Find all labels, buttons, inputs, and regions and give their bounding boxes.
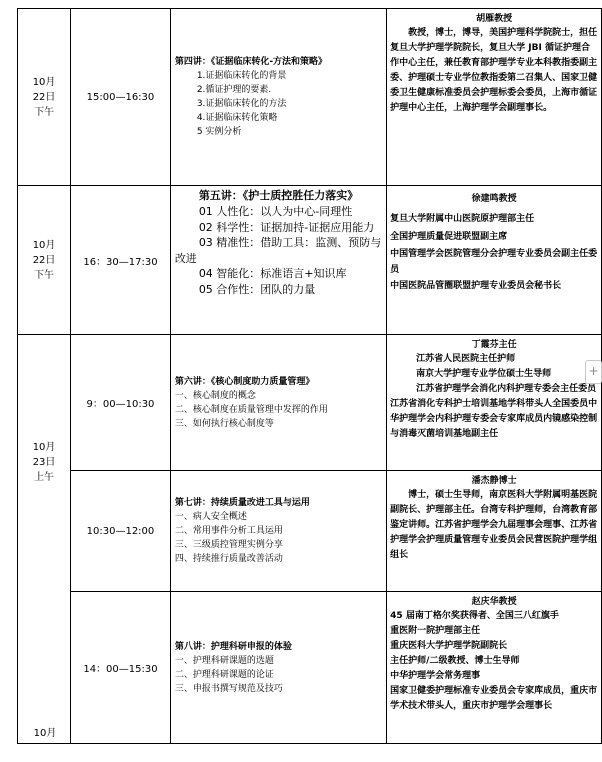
speaker-name: 胡雁教授: [476, 14, 513, 24]
list-item: 一、核心制度的概念: [174, 390, 256, 401]
speaker-name: 丁霞芬主任: [471, 340, 517, 350]
speaker-cell: [387, 471, 602, 592]
speaker-name: 潘杰静博士: [471, 476, 517, 486]
topic-cell: [170, 592, 386, 744]
list-item: 5 实例分析: [196, 127, 242, 137]
topic-cell: [170, 9, 386, 186]
list-item: 一、病人安全概述: [174, 512, 247, 522]
speaker-cell: [387, 592, 602, 744]
speaker-bio-line: 主任护师/二级教授、博士生导师: [390, 656, 520, 666]
speaker-bio-line: 全国护理质量促进联盟副主席: [390, 232, 508, 242]
lecture-title: 第五讲：《护士质控胜任力落实》: [198, 189, 359, 202]
time-cell: 16：30—17:30: [71, 186, 171, 335]
topic-cell: [170, 335, 386, 471]
speaker-bio-line: 江苏省护理学会消化内科护理专委会主任委员江苏省消化专科护士培训基地学科带头人全国委员中华护理学会内科护理专委会专家库成员内镜感染控制与消毒灭菌培训基地副主任: [390, 384, 598, 439]
plus-icon: +: [588, 364, 599, 378]
list-item: 二、核心制度在质量管理中发挥的作用: [174, 404, 328, 415]
list-item: 三、如何执行核心制度等: [174, 418, 274, 429]
time-cell: 15:00—16:30: [71, 9, 171, 186]
list-item: 2.循证护理的要素.: [196, 85, 272, 95]
list-item: 04 智能化：标准语言+知识库: [198, 267, 347, 280]
speaker-bio-line: 重庆医科大学护理学院副院长: [390, 641, 508, 651]
speaker-bio-line: 国家卫健委护理标准专业委员会专家库成员，重庆市学术技术带头人，重庆市护理学会理事长: [390, 686, 598, 711]
table-row: [18, 592, 602, 744]
speaker-bio-line: 中华护理学会常务理事: [390, 671, 481, 681]
speaker-bio-line: 复旦大学附属中山医院原护理部主任: [390, 214, 535, 224]
date-cell: 10月 23日 上午: [18, 335, 71, 744]
lecture-title: 第八讲：护理科研申报的体验: [174, 641, 292, 652]
table-row: [18, 335, 602, 471]
list-item: 二、护理科研课题的论证: [174, 669, 274, 680]
list-item: 02 科学性：证据加持-证据应用能力: [198, 220, 375, 234]
speaker-bio-line: 45 届南丁格尔奖获得者、全国三八红旗手: [390, 611, 559, 621]
speaker-bio-line: 重医附一院护理部主任: [390, 626, 481, 636]
list-item: 4.证据临床转化策略: [196, 113, 278, 123]
topic-cell: [170, 186, 386, 335]
speaker-name: 徐建鸣教授: [471, 194, 517, 204]
topic-cell: [170, 471, 386, 592]
speaker-bio-line: 中国医院品管圈联盟护理专业委员会秘书长: [390, 281, 562, 291]
list-item: 三、申报书撰写规范及技巧: [174, 683, 283, 694]
time-cell: 14：00—15:30: [71, 592, 171, 744]
date-label: 10月: [33, 728, 57, 739]
list-item: 1.证据临床转化的背景: [196, 71, 287, 81]
lecture-title: 第七讲：持续质量改进工具与运用: [174, 498, 310, 508]
table-row: [18, 9, 602, 186]
speaker-cell: [387, 9, 602, 186]
lecture-title: 第六讲：《核心制度助力质量管理》: [174, 376, 315, 387]
list-item: 二、常用事件分析工具运用: [174, 526, 283, 536]
speaker-cell: [387, 335, 602, 471]
speaker-bio-line: 中国管理学会医院管理分会护理专业委员会副主任委员: [390, 249, 598, 275]
speaker-name: 赵庆华教授: [471, 597, 517, 607]
table-row: [18, 471, 602, 592]
time-cell: 9：00—10:30: [71, 335, 171, 471]
date-cell: 10月 22日 下午: [18, 9, 71, 186]
time-cell: 10:30—12:00: [71, 471, 171, 592]
table-row: [18, 186, 602, 335]
schedule-table: [17, 8, 602, 744]
speaker-bio: 博士，硕士生导师，南京医科大学附属明基医院副院长、护理部主任。台湾专科护理师，台湾教育部鉴定讲师。江苏省护理学会九届理事会理事、江苏省护理学会护理质量管理专业委员会民营医院护理学组组长: [390, 490, 598, 560]
list-item: 01 人性化：以人为中心-同理性: [198, 205, 353, 218]
list-item: 03 精准性：借助工具：监测、预防与改进: [174, 236, 382, 265]
list-item: 三、三级质控管理实例分享: [174, 540, 283, 550]
list-item: 一、护理科研课题的选题: [174, 655, 274, 666]
date-cell: 10月 22日 下午: [18, 186, 71, 335]
list-item: 3.证据临床转化的方法: [196, 99, 287, 109]
speaker-bio: 教授，博士，博导，美国护理科学院院士，担任复旦大学护理学院院长，复旦大学 JBI 循证护理合作中心主任，兼任教育部护理学专业本科教指委副主委、护理硕士专业学位教指委第二召集人、国家卫健委卫生健康标准委员会护理标委会委员，上海市循证护理中心主任，上海护理学会副理事长。: [390, 28, 598, 113]
speaker-bio-line: 江苏省人民医院主任护师: [416, 354, 516, 364]
speaker-bio-line: 南京大学护理专业学位硕士生导师: [416, 369, 552, 379]
list-item: 四、持续推行质量改善活动: [174, 554, 283, 564]
speaker-cell: [387, 186, 602, 335]
lecture-title: 第四讲：《证据临床转化-方法和策略》: [174, 57, 328, 67]
list-item: 05 合作性：团队的力量: [198, 282, 316, 296]
expand-button[interactable]: [585, 360, 602, 384]
